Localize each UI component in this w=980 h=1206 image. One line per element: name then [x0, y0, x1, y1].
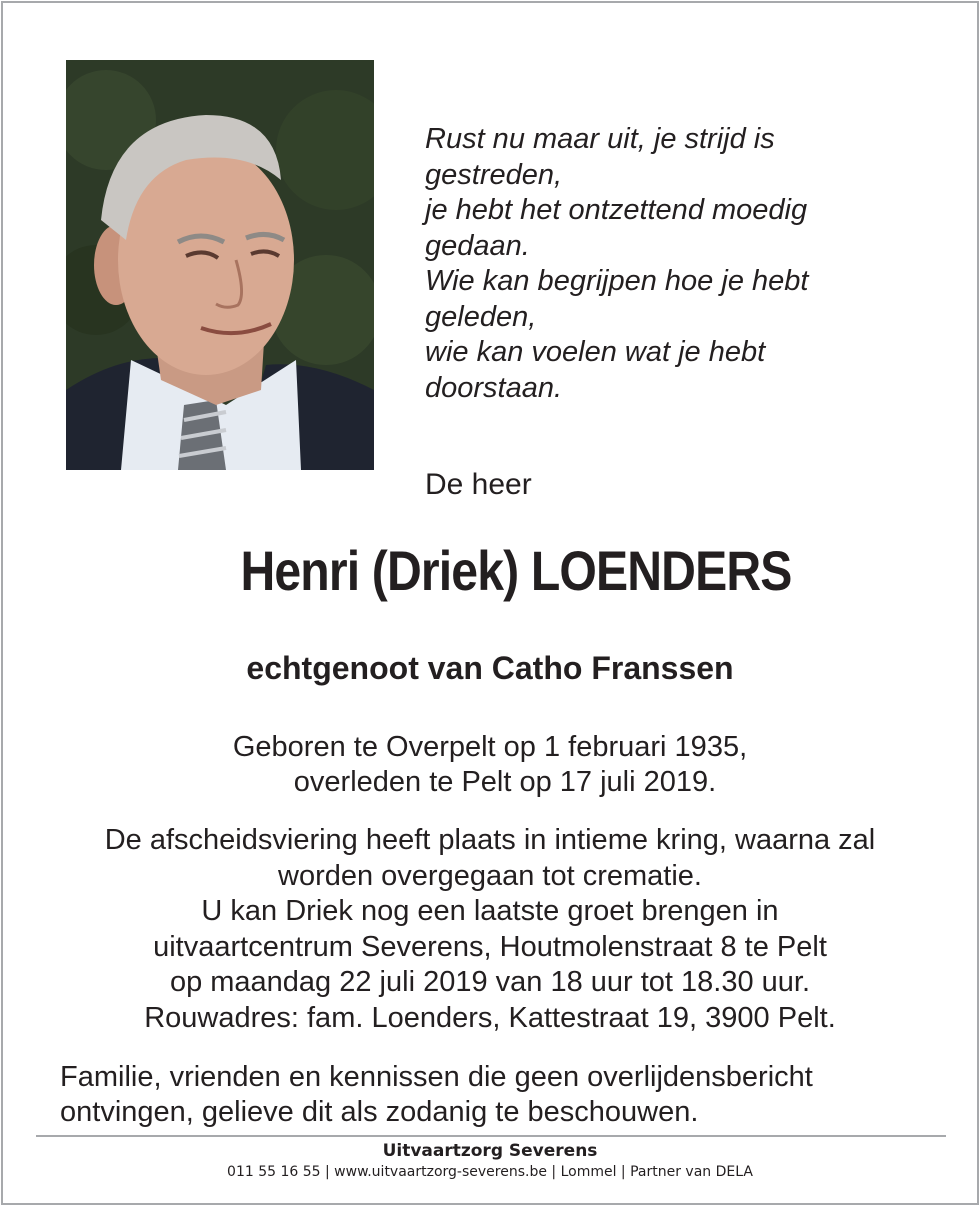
ceremony-line: op maandag 22 juli 2019 van 18 uur tot 18.30 uur.	[169, 966, 811, 998]
notice-text	[60, 1060, 813, 1130]
ceremony-line: uitvaartcentrum Severens, Houtmolenstraat 8 te Pelt	[153, 930, 827, 963]
ceremony-line: De afscheidsviering heeft plaats in intieme kring, waarna zal	[104, 824, 876, 856]
birth-line: Geboren te Overpelt op 1 februari 1935,	[232, 731, 748, 763]
poem	[425, 122, 895, 406]
notice-line: Familie, vrienden en kennissen die geen overlijdensbericht	[60, 1061, 813, 1093]
funeral-home-name: Uitvaartzorg Severens	[382, 1141, 598, 1161]
poem-line: Rust nu maar uit, je strijd is	[425, 123, 775, 155]
ceremony-details	[0, 823, 980, 1036]
honorific: De heer	[425, 468, 532, 501]
deceased-name: Henri (Driek) LOENDERS	[240, 539, 792, 602]
portrait-photo	[66, 60, 374, 470]
notice-line: ontvingen, gelieve dit als zodanig te beschouwen.	[60, 1096, 699, 1128]
life-dates	[0, 730, 980, 800]
funeral-home-contact: 011 55 16 55 | www.uitvaartzorg-severens.be | Lommel | Partner van DELA	[227, 1164, 753, 1180]
footer-divider	[36, 1135, 946, 1137]
poem-line: geleden,	[425, 300, 537, 333]
poem-line: Wie kan begrijpen hoe je hebt	[425, 265, 809, 297]
spouse-line: echtgenoot van Catho Franssen	[246, 650, 734, 686]
ceremony-line: worden overgegaan tot crematie.	[278, 859, 702, 892]
ceremony-line: U kan Driek nog een laatste groet brengen in	[201, 895, 779, 927]
poem-line: gestreden,	[425, 158, 563, 191]
death-line: overleden te Pelt op 17 juli 2019.	[293, 766, 717, 798]
ceremony-line: Rouwadres: fam. Loenders, Kattestraat 19, 3900 Pelt.	[144, 1001, 836, 1034]
poem-line: wie kan voelen wat je hebt	[425, 336, 766, 368]
poem-line: gedaan.	[425, 229, 530, 262]
poem-line: je hebt het ontzettend moedig	[425, 194, 808, 226]
poem-line: doorstaan.	[425, 371, 563, 404]
